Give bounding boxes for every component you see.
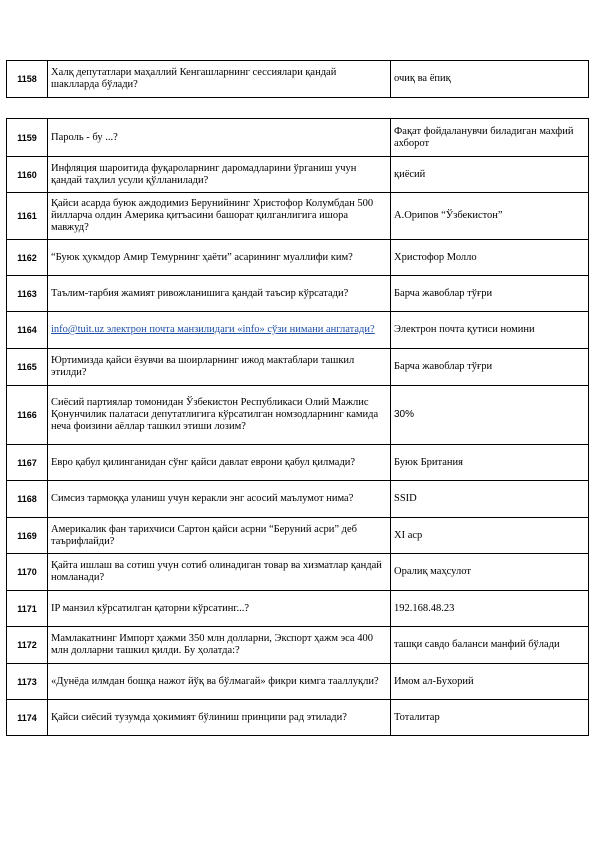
question-table-top [6,60,589,98]
question-number: 1170 [7,554,48,591]
question-number: 1158 [7,61,48,98]
question-number: 1171 [7,591,48,627]
table-row [7,445,589,481]
question-number: 1174 [7,700,48,736]
answer-text: Буюк Британия [391,445,589,481]
table-row [7,119,589,157]
question-text: Америкалик фан тарихчиси Сартон қайси асрни “Беруний асри” деб таърифлайди? [48,518,391,554]
answer-text: қиёсий [391,157,589,193]
question-text: Таълим-тарбия жамият ривожланишига қандай таъсир кўрсатади? [48,276,391,312]
question-number: 1162 [7,240,48,276]
answer-text: Тоталитар [391,700,589,736]
question-number: 1168 [7,481,48,518]
table-row [7,554,589,591]
answer-text: 192.168.48.23 [391,591,589,627]
table-row [7,61,589,98]
answer-text: очиқ ва ёпиқ [391,61,589,98]
answer-text: SSID [391,481,589,518]
question-text: Инфляция шароитида фуқароларнинг даромадларини ўрганиш учун қандай таҳлил усули қўлланилади? [48,157,391,193]
table-row [7,664,589,700]
question-number: 1165 [7,349,48,386]
answer-text: Христофор Молло [391,240,589,276]
question-text: «Дунёда илмдан бошқа нажот йўқ ва бўлмагай» фикри кимга тааллуқли? [48,664,391,700]
question-number: 1169 [7,518,48,554]
question-number: 1159 [7,119,48,157]
answer-text: XI аср [391,518,589,554]
answer-text: Фақат фойдаланувчи биладиган махфий ахборот [391,119,589,157]
question-text: Симсиз тармоққа уланиш учун керакли энг асосий маълумот нима? [48,481,391,518]
table-row [7,349,589,386]
question-text: Мамлакатнинг Импорт ҳажми 350 млн долларни, Экспорт ҳажм эса 400 млн долларни ташкил қилди. Бу ҳолатда:? [48,627,391,664]
question-number: 1160 [7,157,48,193]
question-text: Пароль - бу ...? [48,119,391,157]
question-number: 1163 [7,276,48,312]
table-row [7,386,589,445]
answer-text: Электрон почта қутиси номини [391,312,589,349]
table-row [7,591,589,627]
answer-text: Барча жавоблар тўғри [391,349,589,386]
answer-text: 30% [391,386,589,445]
question-text: IP манзил кўрсатилган қаторни кўрсатинг...? [48,591,391,627]
question-text: Қайси сиёсий тузумда ҳокимият бўлиниш принципи рад этилади? [48,700,391,736]
email-link[interactable]: info@tuit.uz электрон почта манзилидаги «info» сўзи нимани англатади? [51,324,375,335]
question-table [6,118,589,736]
table-row [7,240,589,276]
question-text: Евро қабул қилинганидан сўнг қайси давлат еврони қабул қилмади? [48,445,391,481]
table-row [7,157,589,193]
answer-text: ташқи савдо баланси манфий бўлади [391,627,589,664]
table-row [7,312,589,349]
question-text: Сиёсий партиялар томонидан Ўзбекистон Республикаси Олий Мажлис Қонунчилик палатаси депутатлигига кўрсатилган номзодларнинг камида неча фоизини аёллар ташкил этиши лозим? [48,386,391,445]
table-row [7,700,589,736]
table-row [7,518,589,554]
question-number: 1164 [7,312,48,349]
question-number: 1167 [7,445,48,481]
question-number: 1173 [7,664,48,700]
question-text: Юртимизда қайси ёзувчи ва шоирларнинг ижод мактаблари ташкил этилди? [48,349,391,386]
question-text [48,312,391,349]
question-number: 1166 [7,386,48,445]
table-row [7,193,589,240]
answer-text: А.Орипов “Ўзбекистон” [391,193,589,240]
answer-text: Оралиқ маҳсулот [391,554,589,591]
table-row [7,276,589,312]
question-text: Қайта ишлаш ва сотиш учун сотиб олинадиган товар ва хизматлар қандай номланади? [48,554,391,591]
question-text: Қайси асарда буюк аждодимиз Берунийнинг Христофор Колумбдан 500 йилларча олдин Америка қитъасини башорат қилганлигига ишора мавжуд? [48,193,391,240]
question-text: “Буюк ҳукмдор Амир Темурнинг ҳаёти” асарининг муаллифи ким? [48,240,391,276]
question-text: Халқ депутатлари маҳаллий Кенгашларнинг сессиялари қандай шаклларда бўлади? [48,61,391,98]
question-number: 1161 [7,193,48,240]
table-row [7,627,589,664]
answer-text: Имом ал-Бухорий [391,664,589,700]
answer-text: Барча жавоблар тўғри [391,276,589,312]
table-row [7,481,589,518]
question-number: 1172 [7,627,48,664]
